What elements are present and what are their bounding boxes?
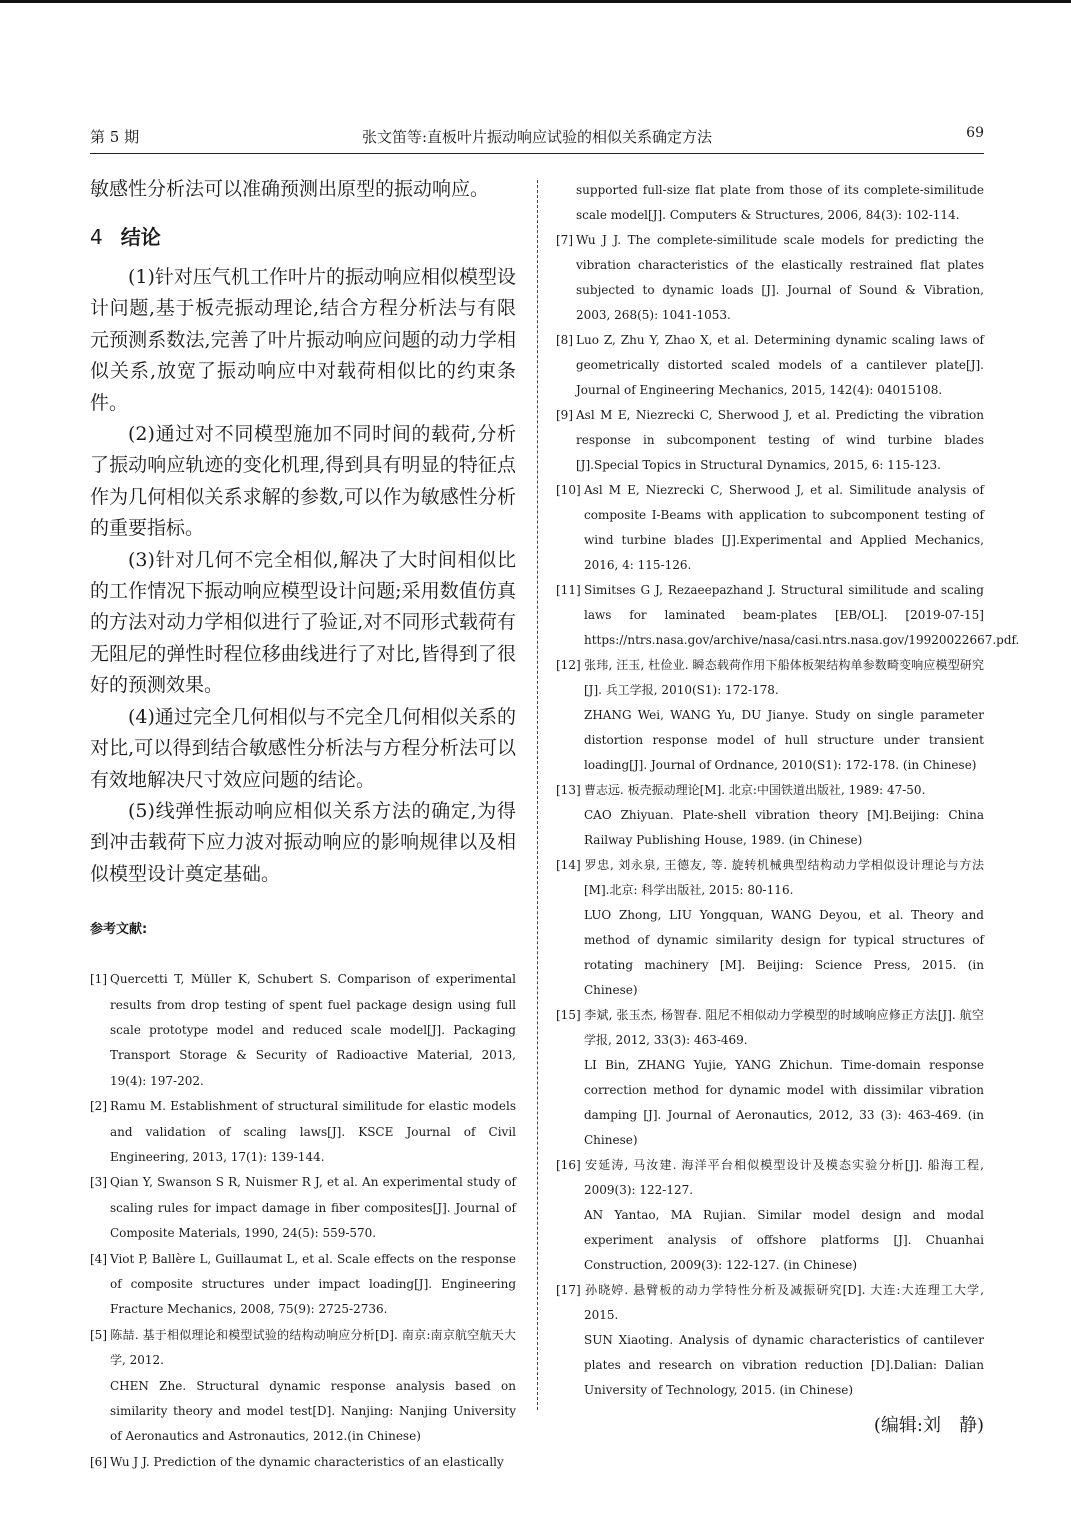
reference-text: Wu J J. The complete-similitude scale models for predicting the vibration characteristics of the elastically restrained flat plates subjected to dynamic loads [J]. Journal of Sound & Vibration, 2003, 268(5): 1041-1053. (576, 233, 984, 322)
reference-label: [14] (556, 858, 581, 872)
reference-english-text: CHEN Zhe. Structural dynamic response analysis based on similarity theory and model test[D]. Nanjing: Nanjing University of Aeronautics and Astronautics, 2012.(in Chinese) (110, 1378, 516, 1444)
right-column (556, 178, 1020, 1437)
reference-item (556, 578, 1020, 653)
reference-item (90, 1170, 516, 1246)
conclusion-paragraph-5: (5)线弹性振动响应相似关系方法的确定,为得到冲击载荷下应力波对振动响应的影响规律以及相似模型设计奠定基础。 (90, 799, 516, 885)
reference-label: [9] (556, 408, 573, 422)
reference-text: 安延涛, 马汝建. 海洋平台相似模型设计及模态实验分析[J]. 船海工程, 2009(3): 122-127. (584, 1158, 984, 1197)
reference-item (556, 1153, 984, 1278)
reference-text: Luo Z, Zhu Y, Zhao X, et al. Determining dynamic scaling laws of geometrically distorted scaled models of a cantilever plate[J]. Journal of Engineering Mechanics, 2015, 142(4): 04015108. (576, 333, 984, 397)
running-header (90, 126, 984, 152)
conclusion-paragraph-1: (1)针对压气机工作叶片的振动响应相似模型设计问题,基于板壳振动理论,结合方程分析法与有限元预测系数法,完善了叶片振动响应问题的动力学相似关系,放宽了振动响应中对载荷相似比的约束条件。 (90, 266, 516, 414)
reference-item (90, 1094, 516, 1170)
reference-label: [7] (556, 233, 573, 247)
reference-text: Viot P, Ballère L, Guillaumat L, et al. Scale effects on the response of composite structures under impact loading[J]. Engineering Fracture Mechanics, 2008, 75(9): 2725-2736. (110, 1251, 516, 1317)
reference-item (556, 778, 984, 853)
issue-number: 第 5 期 (90, 128, 140, 146)
reference-text: 孙晓婷. 悬臂板的动力学特性分析及减振研究[D]. 大连:大连理工大学, 2015. (584, 1283, 984, 1322)
left-column (90, 172, 516, 1475)
reference-label: [15] (556, 1008, 581, 1022)
reference-text: 曹志远. 板壳振动理论[M]. 北京:中国铁道出版社, 1989: 47-50. (584, 783, 926, 797)
reference-english-text: CAO Zhiyuan. Plate-shell vibration theory [M].Beijing: China Railway Publishing House, 1989. (in Chinese) (584, 808, 984, 847)
section-title: 结论 (120, 225, 161, 249)
reference-english-text: LI Bin, ZHANG Yujie, YANG Zhichun. Time-domain response correction method for dynamic model with dissimilar vibration damping [J]. Journal of Aeronautics, 2012, 33 (3): 463-469. (in Chinese) (584, 1058, 984, 1147)
reference-label: [8] (556, 333, 573, 347)
reference-label: [16] (556, 1158, 581, 1172)
reference-item (556, 478, 984, 578)
reference-item (90, 967, 516, 1094)
reference-item (556, 403, 984, 478)
editor-credit: (编辑:刘 静) (873, 1415, 984, 1436)
reference-text: supported full-size flat plate from those of its complete-similitude scale model[J]. Computers & Structures, 2006, 84(3): 102-114. (576, 183, 984, 222)
reference-english-text: ZHANG Wei, WANG Yu, DU Jianye. Study on single parameter distortion response model of hull structure under transient loading[J]. Journal of Ordnance, 2010(S1): 172-178. (in Chinese) (584, 708, 984, 772)
reference-label: [3] (90, 1175, 107, 1190)
reference-text: Wu J J. Prediction of the dynamic characteristics of an elastically (110, 1454, 504, 1469)
reference-label: [17] (556, 1283, 581, 1297)
conclusion-paragraph-4: (4)通过完全几何相似与不完全几何相似关系的对比,可以得到结合敏感性分析法与方程分析法可以有效地解决尺寸效应问题的结论。 (90, 705, 516, 791)
reference-text: Qian Y, Swanson S R, Nuismer R J, et al. An experimental study of scaling rules for impact damage in fiber composites[J]. Journal of Composite Materials, 1990, 24(5): 559-570. (110, 1175, 516, 1241)
top-border-rule (0, 0, 1071, 3)
reference-english-text: LUO Zhong, LIU Yongquan, WANG Deyou, et al. Theory and method of dynamic similarity design for typical structures of rotating machinery [M]. Beijing: Science Press, 2015. (in Chinese) (584, 908, 984, 997)
conclusion-paragraph-3: (3)针对几何不完全相似,解决了大时间相似比的工作情况下振动响应模型设计问题;采用数值仿真的方法对动力学相似进行了验证,对不同形式载荷有无阻尼的弹性时程位移曲线进行了对比,皆得到了很好的预测效果。 (90, 548, 516, 697)
reference-text: Simitses G J, Rezaeepazhand J. Structural similitude and scaling laws for laminated beam-plates [EB/OL]. [2019-07-15] https://ntrs.nasa.gov/archive/nasa/casi.ntrs.nasa.gov/19920022667.pdf. (584, 583, 1020, 647)
reference-item (556, 653, 984, 778)
reference-text: 张玮, 汪玉, 杜俭业. 瞬态载荷作用下船体板架结构单参数畸变响应模型研究[J]. 兵工学报, 2010(S1): 172-178. (584, 658, 984, 697)
section-heading (90, 222, 516, 252)
conclusion-paragraph-2: (2)通过对不同模型施加不同时间的载荷,分析了振动响应轨迹的变化机理,得到具有明显的特征点作为几何相似关系求解的参数,可以作为敏感性分析的重要指标。 (90, 423, 516, 540)
reference-label: [13] (556, 783, 581, 797)
reference-label: [10] (556, 483, 581, 497)
reference-item (90, 1323, 516, 1450)
reference-continuation (556, 178, 984, 228)
reference-text: 陈喆. 基于相似理论和模型试验的结构动响应分析[D]. 南京:南京航空航天大学, 2012. (110, 1327, 516, 1368)
continued-text: 敏感性分析法可以准确预测出原型的振动响应。 (90, 178, 490, 200)
reference-text: Asl M E, Niezrecki C, Sherwood J, et al. Similitude analysis of composite I-Beams with application to subcomponent testing of wind turbine blades [J].Experimental and Applied Mechanics, 2016, 4: 115-126. (584, 483, 984, 572)
column-divider (537, 180, 538, 1410)
reference-text: Ramu M. Establishment of structural similitude for elastic models and validation of scaling laws[J]. KSCE Journal of Civil Engineering, 2013, 17(1): 139-144. (110, 1099, 516, 1164)
reference-label: [2] (90, 1099, 107, 1114)
reference-item (90, 1450, 516, 1475)
reference-label: [5] (90, 1327, 107, 1342)
reference-item (556, 853, 984, 1003)
reference-item (556, 1003, 984, 1153)
reference-english-text: SUN Xiaoting. Analysis of dynamic characteristics of cantilever plates and research on vibration reduction [D].Dalian: Dalian University of Technology, 2015. (in Chinese) (584, 1333, 984, 1397)
reference-label: [12] (556, 658, 581, 672)
reference-english-text: AN Yantao, MA Rujian. Similar model design and modal experiment analysis of offshore platforms [J]. Chuanhai Construction, 2009(3): 122-127. (in Chinese) (584, 1208, 984, 1272)
reference-text: Quercetti T, Müller K, Schubert S. Comparison of experimental results from drop testing of spent fuel package design using full scale prototype model and reduced scale model[J]. Packaging Transport Storage & Security of Radioactive Material, 2013, 19(4): 197-202. (110, 972, 516, 1088)
reference-label: [6] (90, 1454, 107, 1469)
reference-text: 李斌, 张玉杰, 杨智春. 阻尼不相似动力学模型的时域响应修正方法[J]. 航空学报, 2012, 33(3): 463-469. (584, 1008, 984, 1047)
reference-item (90, 1247, 516, 1323)
reference-text: Asl M E, Niezrecki C, Sherwood J, et al. Predicting the vibration response in subcomponent testing of wind turbine blades [J].Special Topics in Structural Dynamics, 2015, 6: 115-123. (576, 408, 984, 472)
reference-item (556, 328, 984, 403)
section-number: 4 (90, 225, 103, 249)
references-heading: 参考文献: (90, 922, 148, 938)
reference-label: [4] (90, 1251, 107, 1266)
reference-item (556, 1278, 984, 1403)
reference-item (556, 228, 984, 328)
reference-text: 罗忠, 刘永泉, 王德友, 等. 旋转机械典型结构动力学相似设计理论与方法 [M].北京: 科学出版社, 2015: 80-116. (584, 858, 984, 897)
page-number: 69 (966, 125, 984, 141)
running-title: 张文笛等:直板叶片振动响应试验的相似关系确定方法 (361, 128, 713, 146)
header-rule (90, 153, 984, 154)
reference-label: [1] (90, 972, 107, 987)
reference-label: [11] (556, 583, 581, 597)
